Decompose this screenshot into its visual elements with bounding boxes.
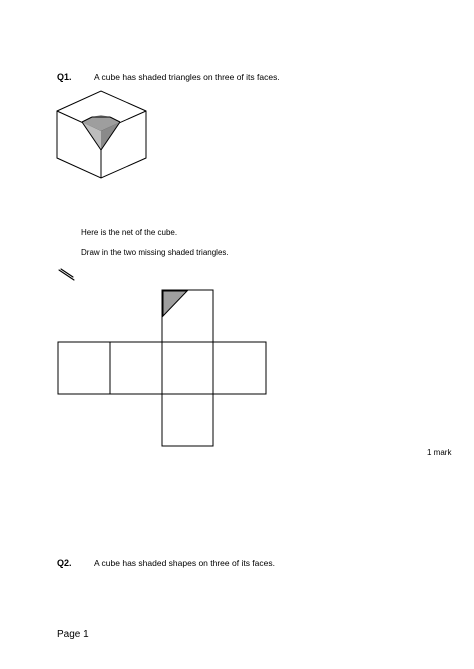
- question-2-number: Q2.: [57, 558, 72, 568]
- question-2-text: A cube has shaded shapes on three of its faces.: [94, 558, 275, 568]
- question-1-text: A cube has shaded triangles on three of its faces.: [94, 72, 280, 82]
- instruction-line-1: Here is the net of the cube.: [81, 228, 178, 237]
- mark-label: 1 mark: [427, 448, 452, 457]
- page-number: Page 1: [57, 629, 89, 640]
- instruction-line-2: Draw in the two missing shaded triangles.: [81, 248, 229, 257]
- question-1-number: Q1.: [57, 72, 72, 82]
